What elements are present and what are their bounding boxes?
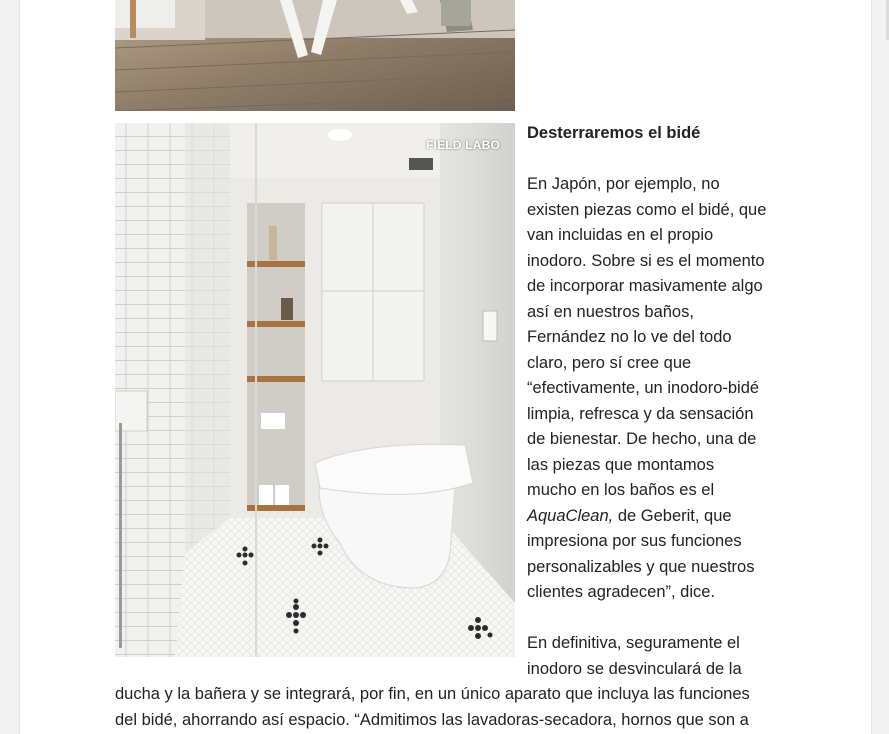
text-line: inodoro se desvinculará de la xyxy=(527,659,742,678)
article-image-bathroom xyxy=(115,123,515,657)
text-line: mucho en los baños es el xyxy=(527,481,715,499)
floor-photo xyxy=(115,0,515,111)
text-line: claro, pero sí cree que xyxy=(527,353,692,372)
text-line: “efectivamente, un inodoro-bidé xyxy=(527,379,760,397)
text-line: de incorporar masivamente algo xyxy=(527,277,763,295)
photo-watermark: FIELD LABO xyxy=(426,138,500,152)
text-line: impresiona por sus funciones xyxy=(527,532,742,550)
text-line: las piezas que montamos xyxy=(527,455,715,474)
text-line: personalizables y que nuestros xyxy=(527,557,755,576)
paragraph-aquaclean xyxy=(527,172,782,606)
text-fragment: de Geberit, que xyxy=(613,506,732,525)
text-line: clientes agradecen”, dice. xyxy=(527,583,716,601)
text-line: limpia, refresca y da sensación xyxy=(527,404,754,423)
text-line: van incluidas en el propio xyxy=(527,226,714,244)
text-line: ducha y la bañera y se integrará, por fin, en un único aparato que incluya las funciones xyxy=(115,685,750,703)
text-line: de bienestar. De hecho, una de xyxy=(527,430,757,448)
text-line: Fernández no lo ve del todo xyxy=(527,328,732,346)
text-line xyxy=(527,504,782,530)
text-line: inodoro. Sobre si es el momento xyxy=(527,251,765,270)
article-image-top xyxy=(115,0,515,111)
text-line: así en nuestros baños, xyxy=(527,302,694,321)
bathroom-photo xyxy=(115,123,515,657)
text-line: del bidé, ahorrando así espacio. “Admitimos las lavadoras-secadora, hornos que son a xyxy=(115,710,749,729)
text-line: existen piezas como el bidé, que xyxy=(527,200,767,219)
text-line: En Japón, por ejemplo, no xyxy=(527,175,720,193)
paragraph-conclusion-start xyxy=(527,631,782,682)
product-name: AquaClean, xyxy=(527,506,614,525)
text-line: En definitiva, seguramente el xyxy=(527,634,740,652)
paragraph-conclusion-continued xyxy=(115,682,835,733)
section-heading: Desterraremos el bidé xyxy=(527,124,701,142)
